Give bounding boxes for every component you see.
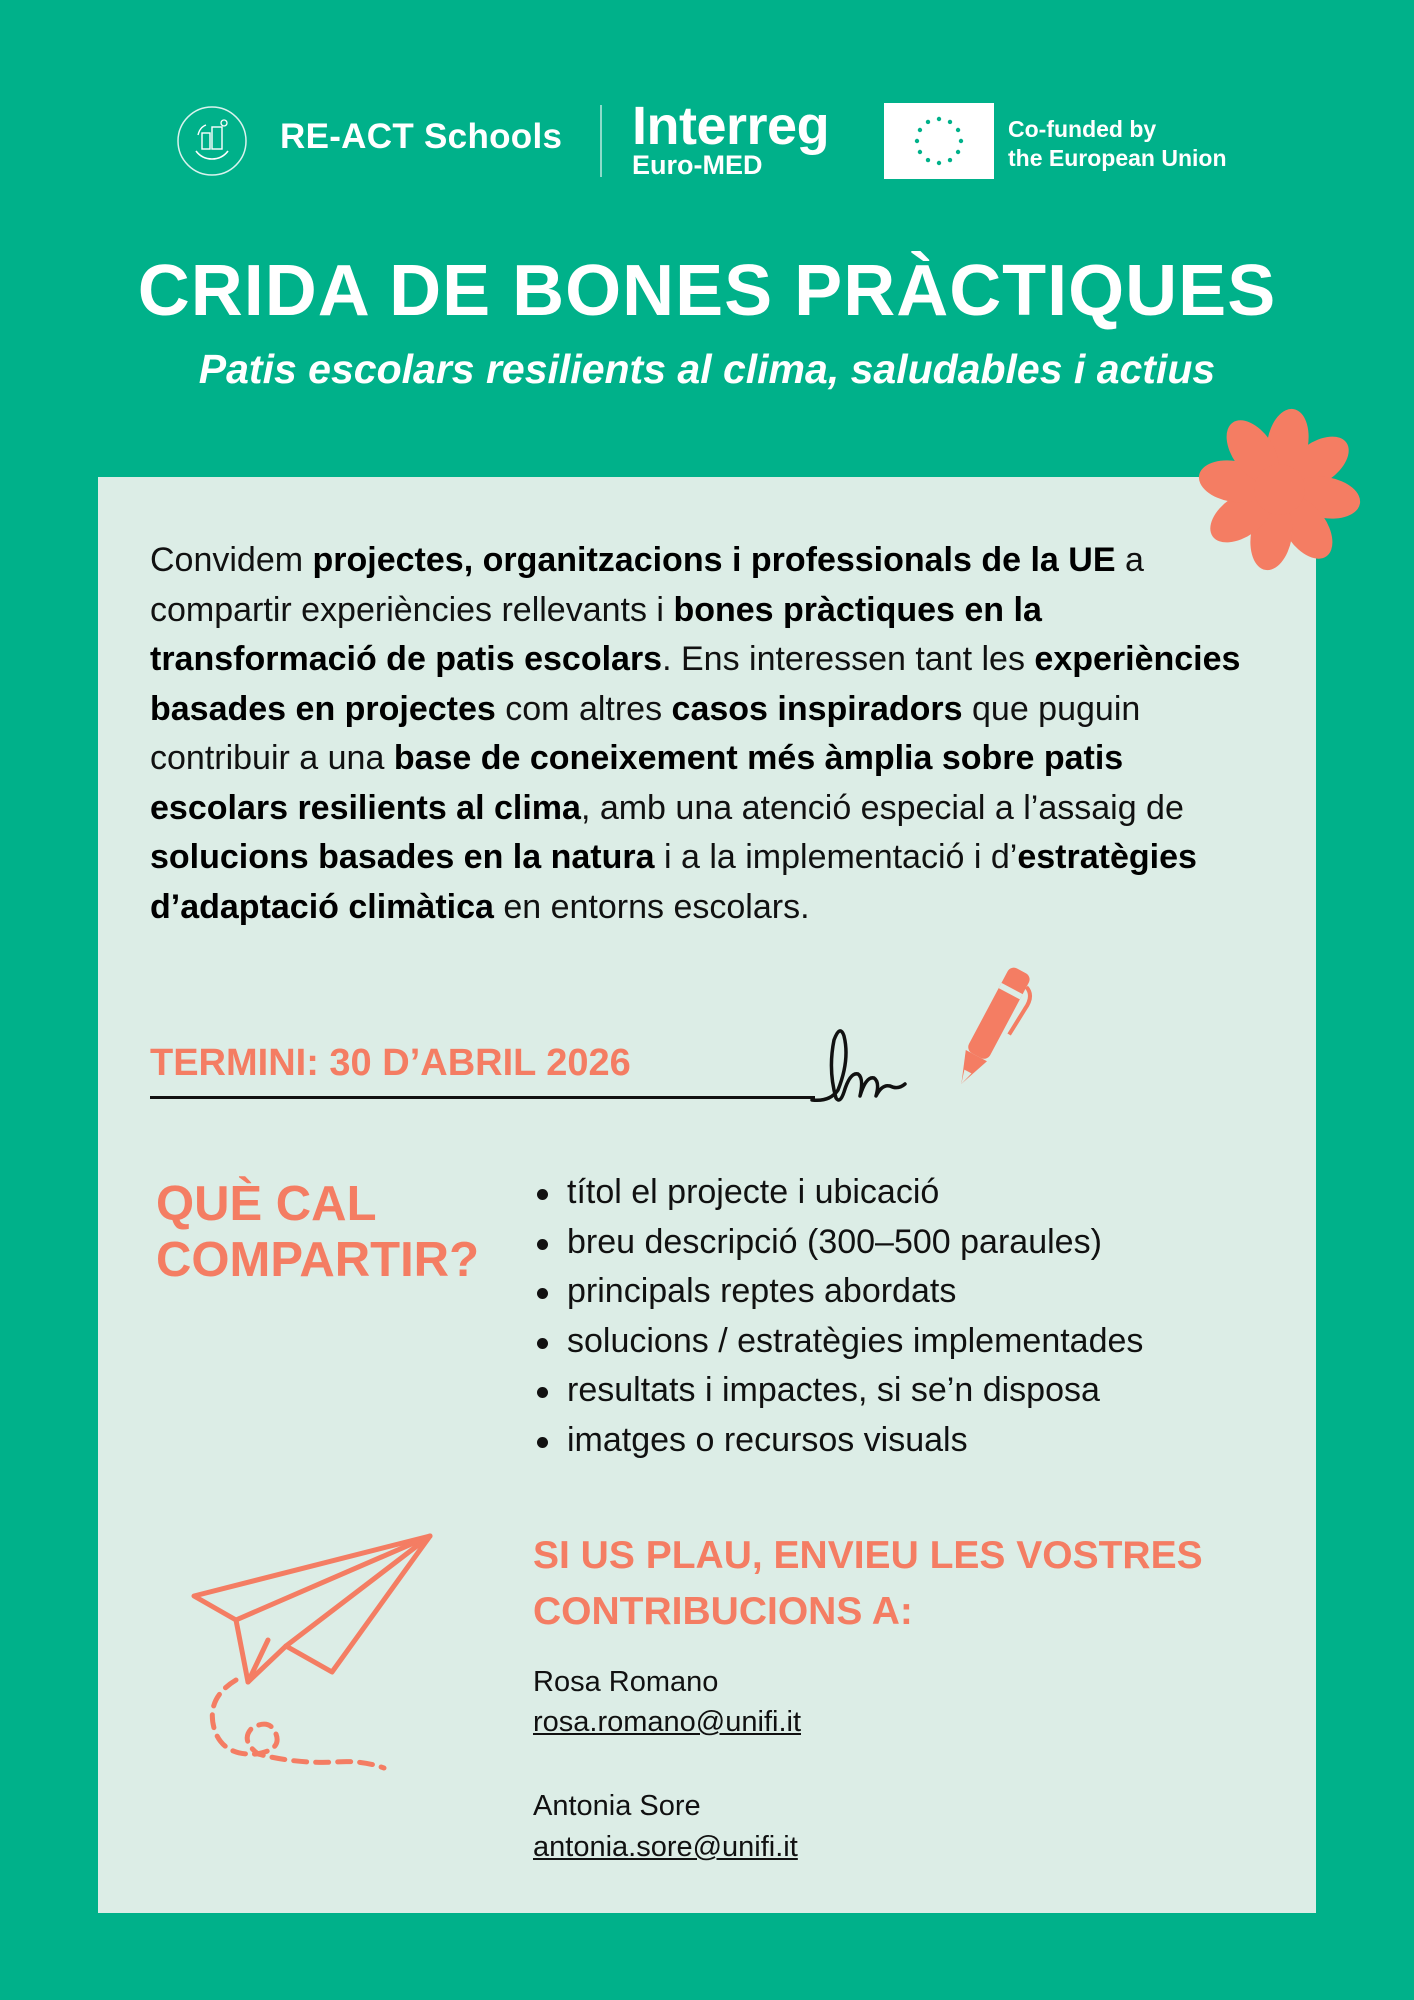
cofunded-text xyxy=(1008,115,1227,173)
intro-bold-text: experiències basades en projectes xyxy=(150,640,1241,728)
cofunded-line-1: Co-funded by xyxy=(1008,116,1157,142)
list-item: títol el projecte i ubicació xyxy=(533,1168,1143,1218)
list-item: solucions / estratègies implementades xyxy=(533,1317,1143,1367)
page-title: CRIDA DE BONES PRÀCTIQUES xyxy=(137,251,1277,331)
eu-star-icon xyxy=(915,139,919,143)
contact-email-link[interactable]: rosa.romano@unifi.it xyxy=(533,1706,801,1738)
eu-star-icon xyxy=(956,128,960,132)
share-heading-line-2: COMPARTIR? xyxy=(156,1233,479,1287)
intro-text: en entorns escolars. xyxy=(493,887,810,926)
contact-email-link[interactable]: antonia.sore@unifi.it xyxy=(533,1831,798,1863)
intro-bold-text: base de coneixement més àmplia sobre patis escolars resilients al clima xyxy=(150,739,1124,827)
share-heading-line-1: QUÈ CAL xyxy=(156,1177,377,1231)
list-item: imatges o recursos visuals xyxy=(533,1416,1143,1466)
send-heading: SI US PLAU, ENVIEU LES VOSTRES CONTRIBUCIONS A: xyxy=(533,1534,1203,1633)
eu-star-icon xyxy=(959,139,963,143)
eu-star-icon xyxy=(918,128,922,132)
intro-bold-text: bones pràctiques en la transformació de patis escolars xyxy=(150,590,1042,678)
eu-flag-icon xyxy=(884,103,994,179)
cofunded-line-2: the European Union xyxy=(1008,145,1227,171)
intro-text: . Ens interessen tant les xyxy=(662,640,1035,678)
interreg-logo xyxy=(632,96,830,180)
intro-bold-text: solucions basades en la natura xyxy=(150,838,655,876)
program-name: Interreg xyxy=(632,96,830,156)
intro-bold-text: projectes, organitzacions i professionals de la UE xyxy=(312,541,1116,579)
list-item: resultats i impactes, si se’n disposa xyxy=(533,1366,1143,1416)
eu-star-icon xyxy=(948,120,952,124)
react-schools-logo-icon xyxy=(176,105,248,177)
program-sub: Euro-MED xyxy=(632,150,763,180)
intro-text: a compartir experiències rellevants i xyxy=(150,541,1144,629)
pen-icon xyxy=(945,955,1035,1105)
intro-text: i a la implementació i d’ xyxy=(654,838,1018,876)
eu-star-icon xyxy=(948,158,952,162)
deadline-underline xyxy=(150,1096,815,1099)
paper-plane-icon xyxy=(186,1528,436,1788)
intro-text: com altres xyxy=(495,689,672,728)
eu-star-icon xyxy=(918,150,922,154)
intro-text: Convidem xyxy=(150,541,313,579)
header-divider xyxy=(600,105,602,177)
eu-star-icon xyxy=(937,117,941,121)
contact-name: Antonia Sore xyxy=(533,1790,701,1822)
page-subtitle: Patis escolars resilients al clima, saludables i actius xyxy=(198,346,1216,392)
intro-text: , amb una atenció especial a l’assaig de xyxy=(580,788,1184,827)
eu-star-icon xyxy=(926,158,930,162)
contact-name: Rosa Romano xyxy=(533,1666,719,1698)
list-item: principals reptes abordats xyxy=(533,1267,1143,1317)
intro-paragraph xyxy=(150,536,1260,932)
intro-bold-text: estratègies d’adaptació climàtica xyxy=(150,838,1197,926)
deadline: TERMINI: 30 D’ABRIL 2026 xyxy=(150,1042,631,1084)
share-list xyxy=(533,1168,1143,1465)
intro-bold-text: casos inspiradors xyxy=(671,689,963,728)
eu-star-icon xyxy=(926,120,930,124)
header xyxy=(0,95,1414,187)
eu-star-icon xyxy=(956,150,960,154)
project-name: RE-ACT Schools xyxy=(280,117,563,156)
eu-star-icon xyxy=(937,161,941,165)
signature-icon xyxy=(810,1020,950,1110)
list-item: breu descripció (300–500 paraules) xyxy=(533,1218,1143,1268)
share-heading xyxy=(156,1176,479,1288)
intro-text: que puguin contribuir a una xyxy=(150,689,1141,777)
